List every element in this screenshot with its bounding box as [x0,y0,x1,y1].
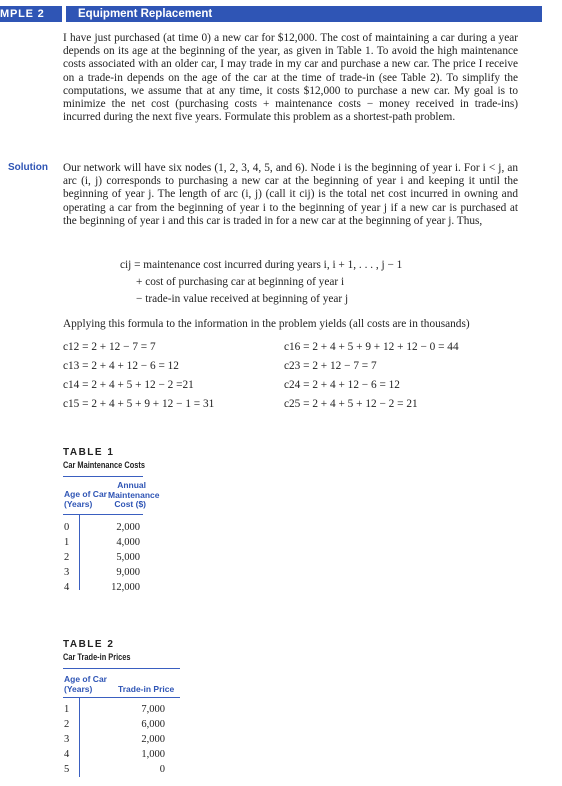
cost-c24: c24 = 2 + 4 + 12 − 6 = 12 [284,379,400,391]
table1-age: 1 [64,537,70,548]
table2-price: 1,000 [141,749,165,760]
table2-age: 5 [64,764,70,775]
table2-price: 0 [159,764,165,775]
table1-cost: 5,000 [116,552,140,563]
table2-col1-header: Age of Car (Years) [64,674,107,694]
table1-age: 0 [64,522,70,533]
table1-cost: 12,000 [111,582,140,593]
table1-cost: 2,000 [116,522,140,533]
table2-label: TABLE 2 [63,639,115,650]
table1-label: TABLE 1 [63,447,115,458]
cost-c15: c15 = 2 + 4 + 5 + 9 + 12 − 1 = 31 [63,398,215,410]
formula-line-3: − trade-in value received at beginning of year j [136,293,349,305]
cost-c14: c14 = 2 + 4 + 5 + 12 − 2 =21 [63,379,194,391]
example-number-tab: MPLE 2 [0,6,62,22]
table2-age: 2 [64,719,70,730]
applying-text: Applying this formula to the information in the problem yields (all costs are in thousands) [63,318,470,330]
table2-title: Car Trade-in Prices [63,652,131,663]
table1-age: 4 [64,582,70,593]
table2-price: 2,000 [141,734,165,745]
cost-c16: c16 = 2 + 4 + 5 + 9 + 12 + 12 − 0 = 44 [284,341,459,353]
table2-age: 4 [64,749,70,760]
problem-statement: I have just purchased (at time 0) a new car for $12,000. The cost of maintaining a car during a year depends on its age at the beginning of the year, as given in Table 1. To avoid the high maintenance costs associated with an older car, I may trade in my car and purchase a new car. The price I receive on a trade-in depends on the age of the car at the time of trade-in (see Table 2). To simplify the computations, we assume that at any time, it costs $12,000 to purchase a new car. My goal is to minimize the net cost (purchasing costs + maintenance costs − money received in trade-ins) incurred during the next five years. Formulate this problem as a shortest-path problem. [63,32,518,124]
table2-top-rule [63,668,180,669]
solution-text: Our network will have six nodes (1, 2, 3, 4, 5, and 6). Node i is the beginning of year i. For i < j, an arc (i, j) corresponds to purchasing a new car at the beginning of year i and keeping it until the beginning of year j. The length of arc (i, j) (call it cij) is the total net cost incurred in owning and operating a car from the beginning of year i to the beginning of year j if a new car is purchased at the beginning of year i and this car is traded in for a new car at the beginning of year j. Thus, [63,162,518,227]
table1-column-rule [79,514,80,590]
solution-label: Solution [8,162,48,173]
example-title: Equipment Replacement [66,6,542,22]
table2-column-rule [79,697,80,777]
table1-col2-header: Annual Maintenance Cost ($) [108,480,160,509]
cost-c13: c13 = 2 + 4 + 12 − 6 = 12 [63,360,179,372]
table1-header-rule [63,514,143,515]
table1-age: 3 [64,567,70,578]
example-header [0,6,562,22]
cost-c12: c12 = 2 + 12 − 7 = 7 [63,341,156,353]
table1-col1-header: Age of Car (Years) [64,489,107,509]
table2-age: 3 [64,734,70,745]
table1-cost: 9,000 [116,567,140,578]
cost-c23: c23 = 2 + 12 − 7 = 7 [284,360,377,372]
formula-line-1: cij = maintenance cost incurred during years i, i + 1, . . . , j − 1 [120,259,403,271]
table2-price: 6,000 [141,719,165,730]
table1-title: Car Maintenance Costs [63,460,145,471]
table2-col2-header: Trade-in Price [118,684,175,694]
formula-line-2: + cost of purchasing car at beginning of year i [136,276,345,288]
table1-cost: 4,000 [116,537,140,548]
table1-age: 2 [64,552,70,563]
table2-price: 7,000 [141,704,165,715]
cost-c25: c25 = 2 + 4 + 5 + 12 − 2 = 21 [284,398,418,410]
table2-age: 1 [64,704,70,715]
table1-top-rule [63,476,143,477]
table2-header-rule [63,697,180,698]
